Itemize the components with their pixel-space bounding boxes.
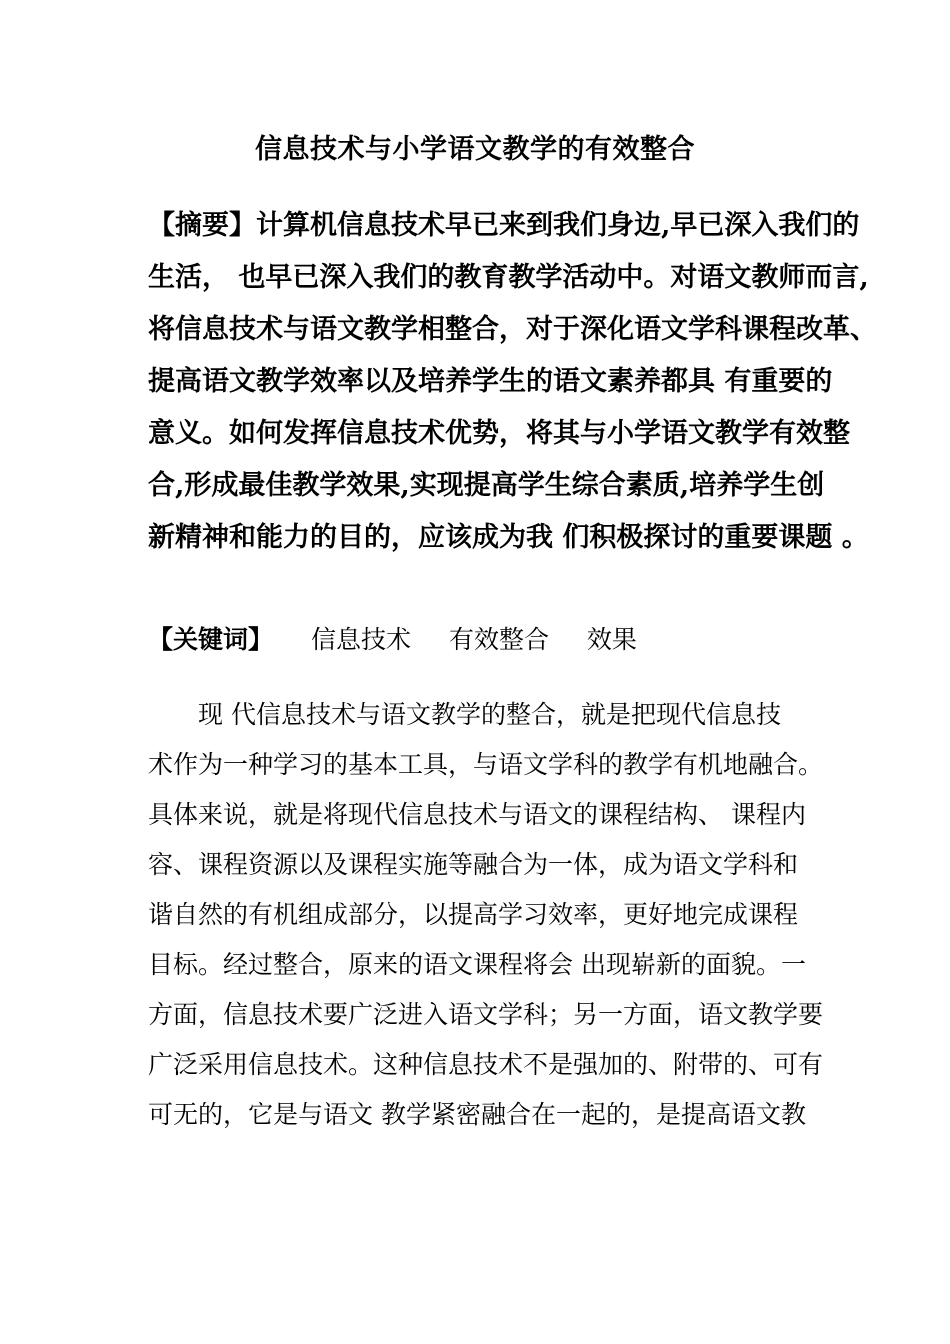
body-line: 具体来说，就是将现代信息技术与语文的课程结构、 课程内 [148,800,806,829]
keyword-item: 有效整合 [448,625,549,654]
keywords-label: 【关键词】 [148,625,274,654]
abstract-line: 提高语文教学效率以及培养学生的语文素养都具 有重要的 [148,366,833,397]
abstract-line: 合,形成最佳教学效果,实现提高学生综合素质,培养学生创 [148,470,825,501]
body-line: 容、课程资源以及课程实施等融合为一体，成为语文学科和 [148,850,799,879]
keywords-section [148,614,828,666]
body-line: 谐自然的有机组成部分，以提高学习效率，更好地完成课程 [148,900,799,929]
keyword-item: 效果 [586,625,637,654]
body-line: 目标。经过整合，原来的语文课程将会 出现崭新的面貌。一 [148,950,806,979]
body-paragraph [148,690,828,1140]
abstract-line: 【摘要】计算机信息技术早已来到我们身边,早已深入我们的 [148,210,860,241]
document-title: 信息技术与小学语文教学的有效整合 [255,134,695,165]
abstract-section [148,200,877,564]
abstract-line: 新精神和能力的目的，应该成为我 们积极探讨的重要课题 。 [148,522,869,553]
body-line: 术作为一种学习的基本工具，与语文学科的教学有机地融合。 [148,750,824,779]
keyword-item: 信息技术 [310,625,411,654]
abstract-line: 生活， 也早已深入我们的教育教学活动中。对语文教师而言, [148,262,869,293]
body-line: 广泛采用信息技术。这种信息技术不是强加的、附带的、可有 [148,1050,824,1079]
body-line: 方面，信息技术要广泛进入语文学科；另一方面，语文教学要 [148,1000,824,1029]
abstract-line: 意义。如何发挥信息技术优势，将其与小学语文教学有效整 [148,418,850,449]
abstract-line: 将信息技术与语文教学相整合，对于深化语文学科课程改革、 [148,314,877,345]
body-line: 可无的，它是与语文 教学紧密融合在一起的，是提高语文教 [148,1100,806,1129]
body-line: 现 代信息技术与语文教学的整合，就是把现代信息技 [198,700,781,729]
